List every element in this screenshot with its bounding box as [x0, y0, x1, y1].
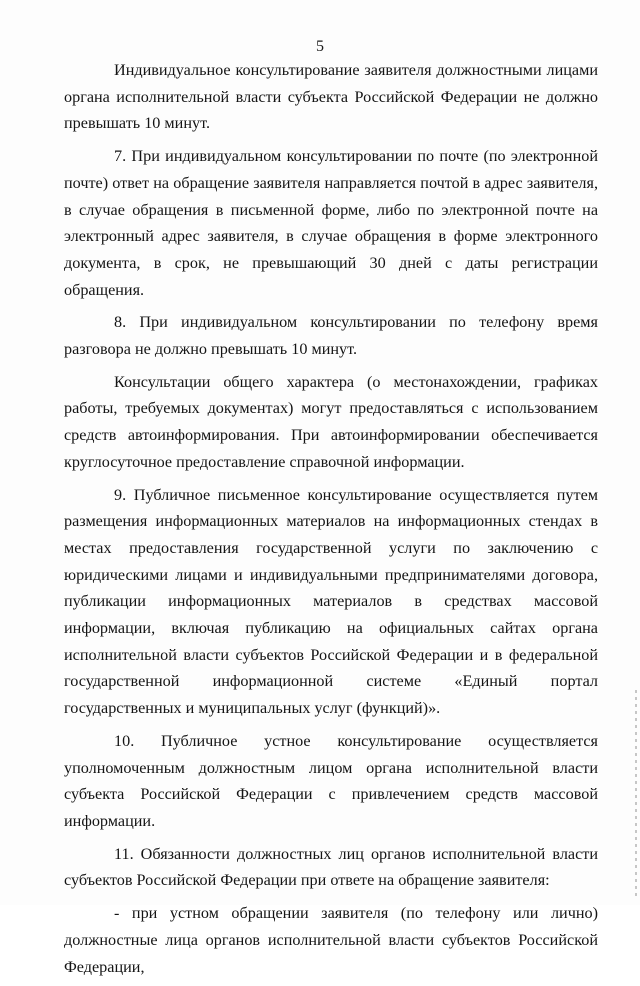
scan-edge-mark: [635, 690, 637, 900]
paragraph-10-public-oral: 10. Публичное устное консультирование осуществляется уполномоченным должностным лицом органа исполнительной власти субъекта Российской Федерации с привлечением средств массовой информации.: [64, 731, 598, 830]
paragraph-general-consultations: Консультации общего характера (о местонахождении, графиках работы, требуемых документах) могут предоставляться с использованием средств автоинформирования. При автоинформировании обеспечивается круглосуточное предоставление справочной информации.: [64, 372, 598, 471]
paragraph-8-phone-consulting: 8. При индивидуальном консультировании по телефону время разговора не должно превышать 10 минут.: [64, 313, 598, 359]
page-number: 5: [316, 38, 324, 55]
paragraph-7-mail-consulting: 7. При индивидуальном консультировании по почте (по электронной почте) ответ на обращение заявителя направляется почтой в адрес заявителя, в случае обращения в письменной форме, либо по электронной почте на электронный адрес заявителя, в случае обращения в форме электронного документа, в срок, не превышающий 30 дней с даты регистрации обращения.: [64, 147, 598, 299]
paragraph-9-public-written: 9. Публичное письменное консультирование осуществляется путем размещения информационных материалов на информационных стендах в местах предоставления государственной услуги по заключению с юридическими лицами и индивидуальными предпринимателями договора, публикации информационных материалов в средствах массовой информации, включая публикацию на официальных сайтах органа исполнительной власти субъектов Российской Федерации и в федеральной государственной информационной системе «Единый портал государственных и муниципальных услуг (функций)».: [64, 485, 598, 718]
paragraph-oral-request: - при устном обращении заявителя (по телефону или лично) должностные лица органов исполнительной власти субъектов Российской Федерации,: [64, 904, 598, 976]
paragraph-consulting-duration: Индивидуальное консультирование заявителя должностными лицами органа исполнительной власти субъекта Российской Федерации не должно превышать 10 минут.: [64, 61, 598, 133]
paragraph-11-duties: 11. Обязанности должностных лиц органов исполнительной власти субъектов Российской Федерации при ответе на обращение заявителя:: [64, 844, 598, 890]
document-body: [64, 57, 598, 986]
